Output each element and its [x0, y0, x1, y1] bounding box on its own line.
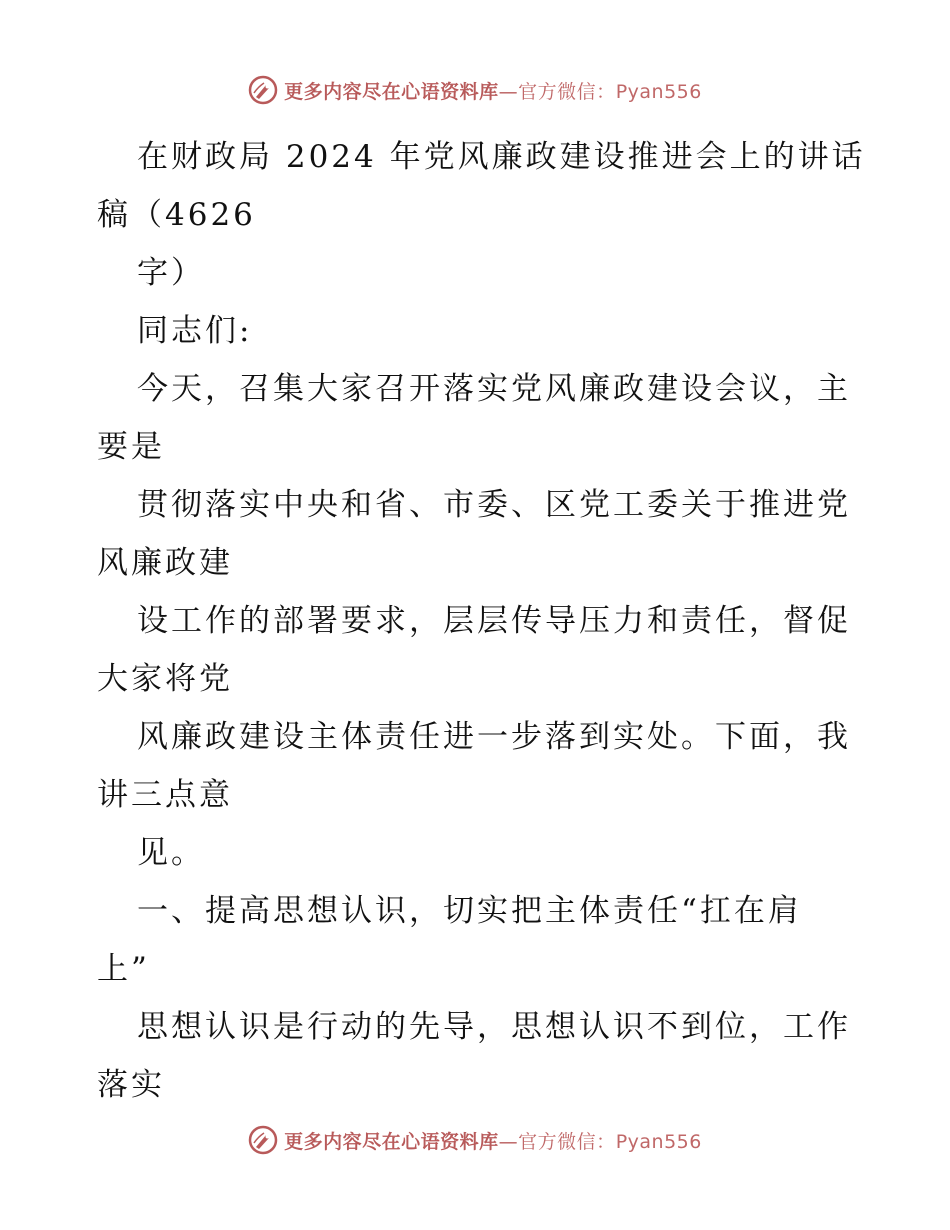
watermark-footer — [0, 1122, 950, 1158]
watermark-handle: Pyan556 — [615, 80, 702, 103]
watermark-wechat-label: 官方微信： — [518, 80, 616, 103]
body-text-line: 贯彻落实中央和省、市委、区党工委关于推进党 — [137, 487, 851, 523]
body-text-line: 在财政局 2024 年党风廉政建设推进会上的讲话 — [137, 139, 866, 175]
body-text-line: 风廉政建 — [97, 545, 233, 581]
document-body — [97, 128, 866, 1114]
body-text-line: 一、提高思想认识，切实把主体责任“扛在肩 — [137, 893, 802, 929]
body-text-line: 今天，召集大家召开落实党风廉政建设会议，主 — [137, 371, 851, 407]
watermark-handle: Pyan556 — [615, 1130, 702, 1153]
body-text-line: 上” — [97, 951, 150, 987]
body-text-line: 要是 — [97, 429, 165, 465]
watermark-brand: 更多内容尽在心语资料库 — [284, 1130, 499, 1153]
body-text-line: 同志们: — [137, 313, 253, 349]
body-text-line: 大家将党 — [97, 661, 233, 697]
body-text-line: 思想认识是行动的先导，思想认识不到位，工作 — [137, 1009, 851, 1045]
watermark-separator: — — [498, 1130, 519, 1153]
pen-nib-logo-icon — [248, 1125, 278, 1155]
pen-nib-logo-icon — [248, 75, 278, 105]
watermark-separator: — — [498, 80, 519, 103]
body-text-line: 设工作的部署要求，层层传导压力和责任，督促 — [137, 603, 851, 639]
watermark-header — [0, 72, 950, 108]
body-text-line: 风廉政建设主体责任进一步落到实处。下面，我 — [137, 719, 851, 755]
body-text-line: 字） — [137, 255, 205, 291]
body-text-line: 讲三点意 — [97, 777, 233, 813]
body-text-line: 见。 — [137, 835, 205, 871]
watermark-brand: 更多内容尽在心语资料库 — [284, 80, 499, 103]
watermark-text — [284, 1127, 702, 1154]
body-text-line: 落实 — [97, 1067, 165, 1103]
body-text-line: 稿（4626 — [97, 197, 256, 233]
watermark-wechat-label: 官方微信： — [518, 1130, 616, 1153]
watermark-text — [284, 77, 702, 104]
